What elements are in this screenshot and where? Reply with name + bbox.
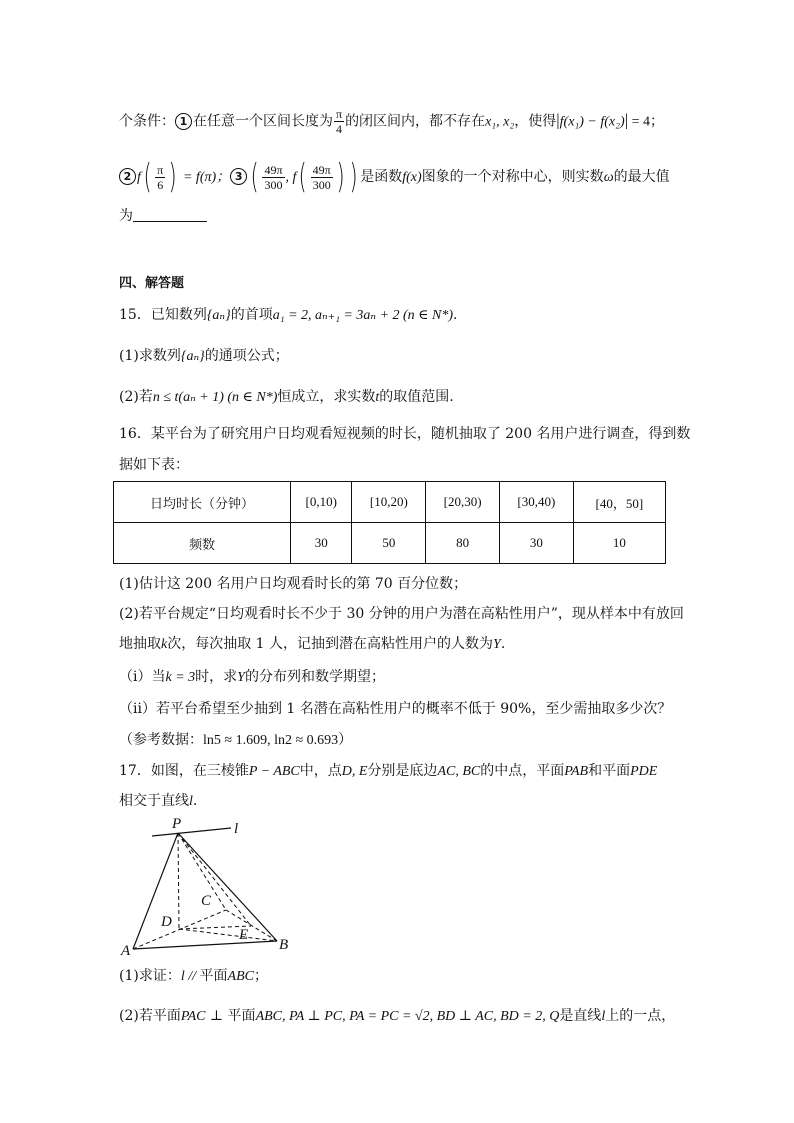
table-row: [114, 482, 666, 523]
label-D: D: [161, 914, 172, 930]
label-A: A: [121, 943, 131, 955]
q17-stem-line1: 17．如图，在三棱锥P − ABC中，点D, E分别是底边AC, BC的中点，平面PAB和平面PDE: [119, 763, 658, 779]
q16-stem-line2: 据如下表：: [119, 457, 189, 473]
fraction-49pi-over-300-b: $\frac{49\pi}{300}$: [312, 162, 331, 192]
label-E: E: [239, 927, 249, 943]
q14-line3: 为: [119, 206, 207, 226]
q17-part2: (2)若平面PAC ⊥ 平面ABC, PA ⊥ PC, PA = PC = √2, BD ⊥ AC, BD = 2, Q是直线l上的一点，: [119, 1008, 676, 1024]
q15-part1: (1)求数列{aₙ}的通项公式；: [119, 348, 289, 364]
fraction-pi-over-6: $\frac{\pi}{6}$: [157, 162, 164, 192]
table-cell: [30,40): [499, 482, 573, 523]
edge-BC: [226, 910, 277, 941]
table-cell: 30: [291, 523, 352, 564]
circled-number-2: 2: [119, 168, 136, 185]
table-cell: 30: [499, 523, 573, 564]
label-l: l: [234, 821, 239, 837]
q16-part2-line1: (2)若平台规定“日均观看时长不少于 30 分钟的用户为潜在高粘性用户”，现从样本中有放回: [119, 606, 684, 622]
q16-part1: (1)估计这 200 名用户日均观看时长的第 70 百分位数；: [119, 576, 468, 592]
frequency-table: [113, 481, 666, 564]
table-header-frequency: 频数: [114, 523, 291, 564]
fraction-49pi-over-300: $\frac{49\pi}{300}$: [264, 162, 283, 192]
answer-blank: [133, 207, 207, 222]
section-heading: 四、解答题: [119, 276, 185, 291]
table-cell: [10,20): [352, 482, 426, 523]
q15-stem: 15．已知数列{aₙ}的首项a₁ = 2, aₙ₊₁ = 3aₙ + 2 (n ∈ N*).: [119, 307, 458, 323]
q16-part2-line2: 地抽取k次，每次抽取 1 人，记抽到潜在高粘性用户的人数为Y.: [119, 636, 506, 652]
edge-PB: [178, 833, 277, 941]
q15-part2: (2)若n ≤ t(aₙ + 1) (n ∈ N*)恒成立，求实数t的取值范围.: [119, 389, 454, 405]
edge-PD: [178, 833, 179, 929]
table-cell: [0,10): [291, 482, 352, 523]
fraction-pi-over-4: $\frac{\pi}{4}$: [336, 107, 343, 136]
pyramid-figure: [115, 815, 305, 955]
q17-part1: (1)求证：l // 平面ABC；: [119, 968, 268, 984]
q16-stem-line1: 16．某平台为了研究用户日均观看短视频的时长，随机抽取了 200 名用户进行调查，得到数: [119, 426, 691, 442]
table-row: [114, 523, 666, 564]
edge-PA: [133, 833, 178, 949]
q14-line1: 个条件： 1 在任意一个区间长度为 $\frac{\pi}{4}$ 的闭区间内，都不存在x₁, x₂，使得|f(x₁) − f(x₂)| = 4；: [119, 107, 664, 136]
label-B: B: [279, 937, 289, 953]
label-C: C: [201, 893, 212, 909]
edge-AB: [133, 941, 277, 949]
edge-PE: [178, 833, 251, 926]
table-cell: [40，50]: [573, 482, 665, 523]
table-header-duration: 日均时长（分钟）: [114, 482, 291, 523]
table-cell: [20,30): [426, 482, 500, 523]
edge-DB: [179, 929, 277, 941]
q16-subpart-ii: （ii）若平台希望至少抽到 1 名潜在高粘性用户的概率不低于 90%，至少需抽取多少次？: [119, 701, 672, 717]
q16-reference-data: （参考数据：ln5 ≈ 1.609, ln2 ≈ 0.693）: [119, 732, 353, 748]
q14-line2: 2 f( $\frac{\pi}{6}$ ) = f(π)； 3 ( $\frac{49\pi}{300}$ , f( $\frac{49\pi}{300}$ ) ) 是函数f(x)图象的一个对称中心，则实数ω的最大值: [119, 160, 670, 194]
line-l: [152, 828, 231, 836]
q17-stem-line2: 相交于直线l.: [119, 793, 198, 809]
q16-subpart-i: （i）当k = 3时，求Y的分布列和数学期望；: [119, 669, 385, 685]
table-cell: 10: [573, 523, 665, 564]
table-cell: 50: [352, 523, 426, 564]
circled-number-1: 1: [175, 113, 192, 130]
label-P: P: [172, 816, 182, 832]
circled-number-3: 3: [230, 168, 247, 185]
table-cell: 80: [426, 523, 500, 564]
